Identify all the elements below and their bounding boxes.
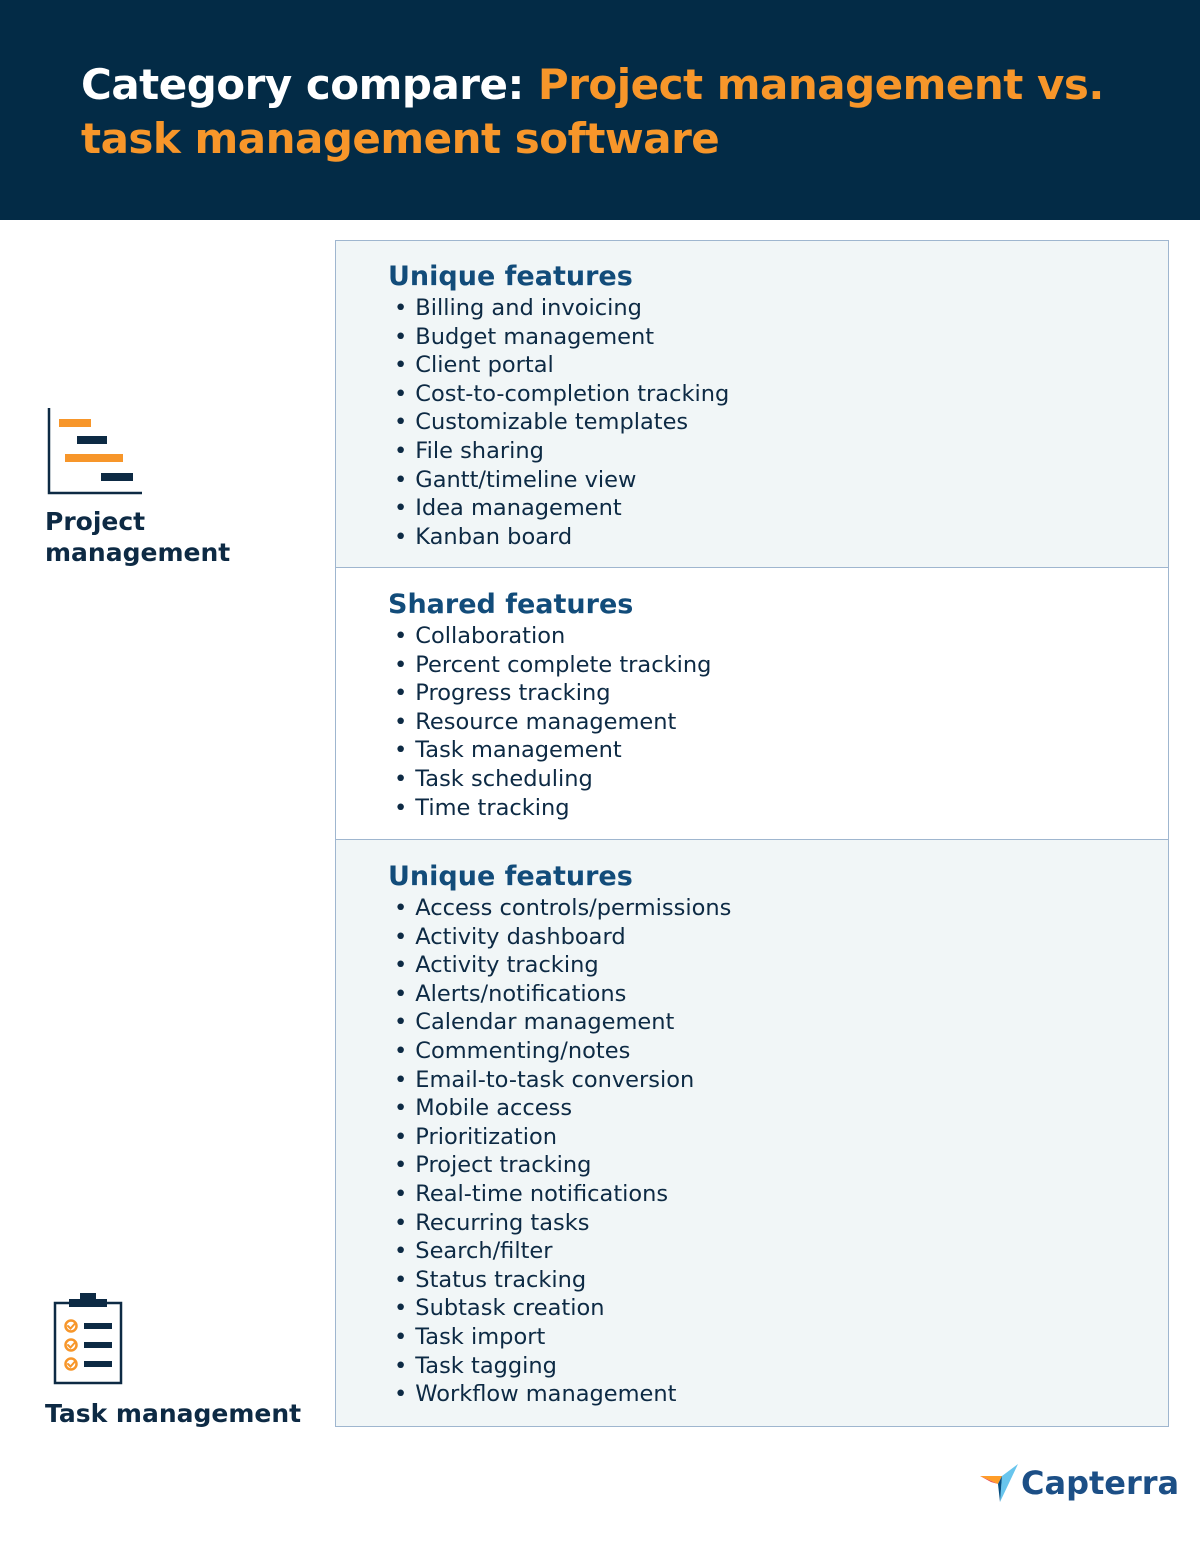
list-item: • Budget management xyxy=(394,323,729,352)
list-item: • Commenting/notes xyxy=(394,1037,731,1066)
feature-list xyxy=(394,894,731,1409)
list-item: • Cost-to-completion tracking xyxy=(394,380,729,409)
list-item: • Resource management xyxy=(394,708,711,737)
list-item: • Task scheduling xyxy=(394,765,711,794)
list-item: • Access controls/permissions xyxy=(394,894,731,923)
list-item: • Status tracking xyxy=(394,1266,731,1295)
list-item: • Collaboration xyxy=(394,622,711,651)
gantt-chart-icon xyxy=(46,406,146,496)
list-item: • Alerts/notifications xyxy=(394,980,731,1009)
page-title xyxy=(81,58,1161,166)
category-task-label: Task management xyxy=(45,1399,302,1428)
list-item: • Task tagging xyxy=(394,1352,731,1381)
list-item: • Client portal xyxy=(394,351,729,380)
list-item: • Prioritization xyxy=(394,1123,731,1152)
list-item: • Email-to-task conversion xyxy=(394,1066,731,1095)
list-item: • Mobile access xyxy=(394,1094,731,1123)
section-heading: Shared features xyxy=(388,589,634,620)
feature-list xyxy=(394,622,711,822)
list-item: • Kanban board xyxy=(394,523,729,552)
list-item: • Recurring tasks xyxy=(394,1209,731,1238)
list-item: • Search/filter xyxy=(394,1237,731,1266)
title-prefix: Category compare: xyxy=(81,60,538,109)
list-item: • Percent complete tracking xyxy=(394,651,711,680)
list-item: • Subtask creation xyxy=(394,1294,731,1323)
checklist-clipboard-icon xyxy=(52,1292,124,1386)
list-item: • Project tracking xyxy=(394,1151,731,1180)
list-item: • Billing and invoicing xyxy=(394,294,729,323)
category-project-label: Project management xyxy=(45,507,231,567)
list-item: • Time tracking xyxy=(394,794,711,823)
section-heading: Unique features xyxy=(388,861,633,892)
section-heading: Unique features xyxy=(388,261,633,292)
title-highlight: Project management vs. task management software xyxy=(81,60,1104,163)
list-item: • Calendar management xyxy=(394,1008,731,1037)
list-item: • Task management xyxy=(394,736,711,765)
list-item: • File sharing xyxy=(394,437,729,466)
list-item: • Workflow management xyxy=(394,1380,731,1409)
list-item: • Gantt/timeline view xyxy=(394,466,729,495)
capterra-brand-name: Capterra xyxy=(1021,1464,1180,1502)
shared-features-panel xyxy=(335,567,1169,841)
task-unique-features-panel xyxy=(335,839,1169,1427)
list-item: • Activity tracking xyxy=(394,951,731,980)
list-item: • Real-time notifications xyxy=(394,1180,731,1209)
list-item: • Idea management xyxy=(394,494,729,523)
list-item: • Progress tracking xyxy=(394,679,711,708)
feature-list xyxy=(394,294,729,551)
list-item: • Customizable templates xyxy=(394,408,729,437)
header-banner xyxy=(0,0,1200,220)
list-item: • Activity dashboard xyxy=(394,923,731,952)
project-unique-features-panel xyxy=(335,240,1169,569)
capterra-logo-icon xyxy=(978,1462,1020,1504)
list-item: • Task import xyxy=(394,1323,731,1352)
